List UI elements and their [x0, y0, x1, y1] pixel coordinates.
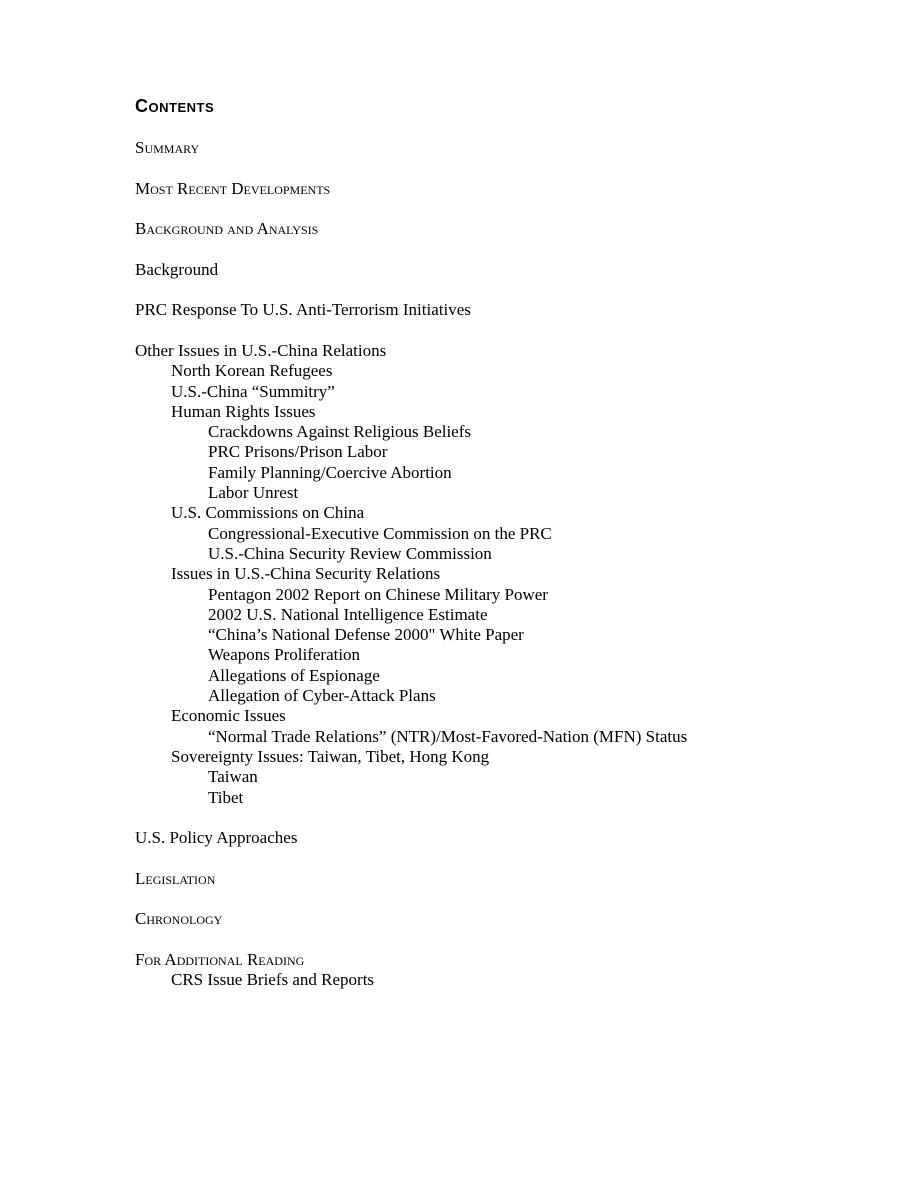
toc-section-entry: Other Issues in U.S.-China Relations	[135, 340, 387, 360]
toc-subsubsection-entry: PRC Prisons/Prison Labor	[208, 442, 388, 462]
toc-section-entry: Most Recent Developments	[135, 178, 331, 198]
toc-subsubsection-entry: “China’s National Defense 2000" White Paper	[208, 625, 524, 645]
toc-subsection-entry: U.S. Commissions on China	[171, 503, 365, 523]
toc-subsubsection-entry: Family Planning/Coercive Abortion	[208, 462, 452, 482]
toc-subsubsection-entry: Pentagon 2002 Report on Chinese Military Power	[208, 584, 548, 604]
toc-section-entry: Background and Analysis	[135, 219, 319, 239]
toc-section-entry: PRC Response To U.S. Anti-Terrorism Initiatives	[135, 300, 471, 320]
toc-section-entry: Legislation	[135, 868, 216, 888]
toc-subsection-entry: North Korean Refugees	[171, 361, 333, 381]
contents-heading: Contents	[135, 96, 215, 116]
toc-subsubsection-entry: 2002 U.S. National Intelligence Estimate	[208, 604, 488, 624]
toc-section-entry: Chronology	[135, 909, 223, 929]
toc-subsection-entry: Sovereignty Issues: Taiwan, Tibet, Hong Kong	[171, 746, 490, 766]
document-page	[135, 92, 880, 990]
table-of-contents	[135, 138, 880, 990]
toc-subsection-entry: Economic Issues	[171, 706, 286, 726]
toc-subsubsection-entry: “Normal Trade Relations” (NTR)/Most-Favored-Nation (MFN) Status	[208, 726, 688, 746]
toc-section-entry: For Additional Reading	[135, 949, 305, 969]
toc-subsubsection-entry: Tibet	[208, 787, 244, 807]
toc-subsubsection-entry: Allegations of Espionage	[208, 665, 380, 685]
toc-subsubsection-entry: Weapons Proliferation	[208, 645, 361, 665]
toc-section-entry: U.S. Policy Approaches	[135, 828, 298, 848]
toc-subsubsection-entry: Allegation of Cyber-Attack Plans	[208, 686, 436, 706]
toc-section-entry: Background	[135, 259, 219, 279]
toc-subsection-entry: U.S.-China “Summitry”	[171, 381, 335, 401]
toc-subsubsection-entry: Congressional-Executive Commission on the PRC	[208, 523, 552, 543]
toc-subsubsection-entry: U.S.-China Security Review Commission	[208, 543, 492, 563]
toc-subsubsection-entry: Taiwan	[208, 767, 258, 787]
toc-section-entry: Summary	[135, 138, 200, 157]
toc-subsubsection-entry: Crackdowns Against Religious Beliefs	[208, 422, 472, 442]
toc-subsection-entry: Issues in U.S.-China Security Relations	[171, 564, 441, 584]
toc-subsection-entry: Human Rights Issues	[171, 401, 316, 421]
toc-subsection-entry: CRS Issue Briefs and Reports	[171, 970, 375, 990]
toc-subsubsection-entry: Labor Unrest	[208, 483, 299, 503]
